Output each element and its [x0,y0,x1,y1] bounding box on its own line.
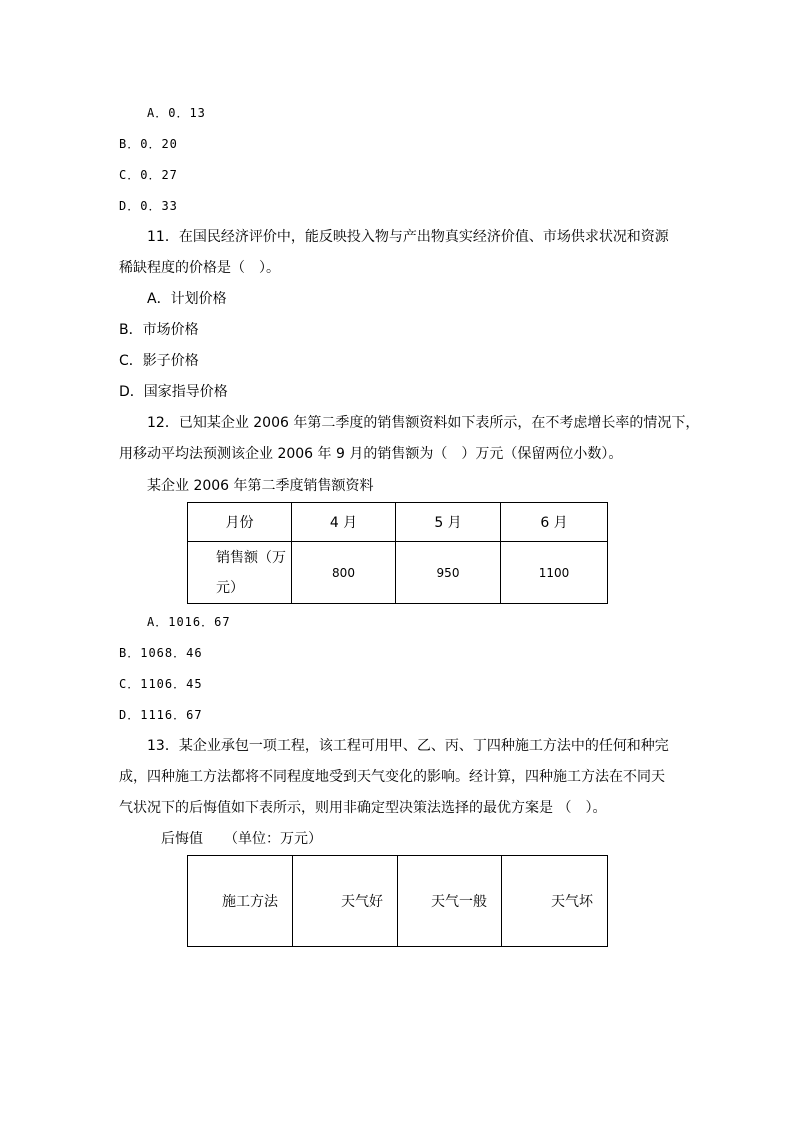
q13-table-caption: 后悔值 （单位：万元） [161,831,322,847]
q12-option-d: D．1116．67 [119,708,203,722]
q13-header-bad-weather: 天气坏 [502,856,608,947]
q13-stem-line2: 成，四种施工方法都将不同程度地受到天气变化的影响。经计算，四种施工方法在不同天 [119,769,665,785]
q12-stem-line1: 12．已知某企业 2006 年第二季度的销售额资料如下表所示，在不考虑增长率的情况下， [147,415,700,431]
q12-table-caption: 某企业 2006 年第二季度销售额资料 [147,478,374,494]
q13-table-header-row [188,856,608,947]
q12-option-a: A．1016．67 [147,615,231,629]
q10-option-b: B．0．20 [119,137,178,151]
q13-header-normal-weather: 天气一般 [398,856,502,947]
q12-value-april: 800 [292,542,396,604]
q12-option-c: C．1106．45 [119,677,203,691]
q13-header-method: 施工方法 [188,856,293,947]
q12-header-may: 5 月 [396,503,501,542]
q12-row-label-sales: 销售额（万元） [188,542,292,604]
q13-regret-table [187,855,608,947]
q13-stem-line1: 13．某企业承包一项工程，该工程可用甲、乙、丙、丁四种施工方法中的任何和种完 [147,738,669,754]
q12-value-june: 1100 [501,542,608,604]
q11-option-d: D．国家指导价格 [119,384,228,400]
q12-option-b: B．1068．46 [119,646,203,660]
q11-option-c: C．影子价格 [119,353,199,369]
q12-stem-line2: 用移动平均法预测该企业 2006 年 9 月的销售额为（ ）万元（保留两位小数）。 [119,446,623,462]
q13-header-good-weather: 天气好 [293,856,398,947]
q13-stem-line3: 气状况下的后悔值如下表所示，则用非确定型决策法选择的最优方案是 （ ）。 [119,800,607,816]
q12-sales-table [187,502,608,604]
q11-stem-line1: 11．在国民经济评价中，能反映投入物与产出物真实经济价值、市场供求状况和资源 [147,229,669,245]
q12-table-header-row [188,503,608,542]
q12-header-june: 6 月 [501,503,608,542]
q12-header-april: 4 月 [292,503,396,542]
q11-option-b: B．市场价格 [119,322,199,338]
q11-stem-line2: 稀缺程度的价格是（ ）。 [119,260,280,276]
q11-option-a: A．计划价格 [147,291,227,307]
q12-header-month: 月份 [188,503,292,542]
q10-option-a: A．0．13 [147,106,206,120]
q10-option-c: C．0．27 [119,168,178,182]
q10-option-d: D．0．33 [119,199,178,213]
q12-value-may: 950 [396,542,501,604]
q12-table-sales-row [188,542,608,604]
